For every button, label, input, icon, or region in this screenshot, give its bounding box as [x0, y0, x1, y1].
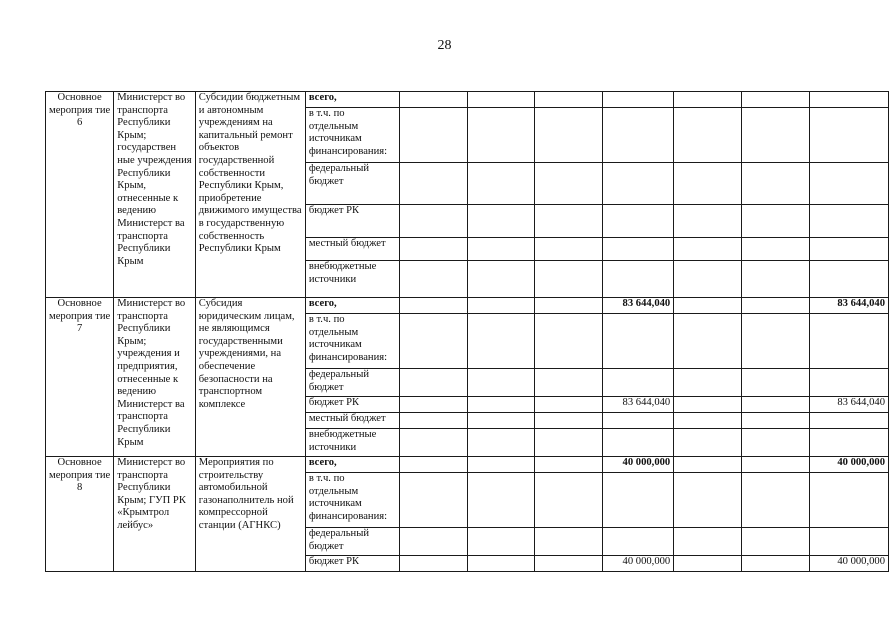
empty-cell	[535, 413, 603, 429]
empty-cell	[674, 238, 742, 261]
amount-cell	[603, 163, 674, 205]
executor-cell: Министерст во транспорта Республики Крым; учреждения и предприятия, отнесенные к ведению Министерст ва транспорта Республики Крым	[114, 298, 196, 457]
empty-cell	[742, 397, 810, 413]
empty-cell	[399, 429, 467, 457]
funding-source-cell: в т.ч. по отдельным источникам финансирования:	[305, 473, 399, 528]
funding-source-cell: федеральный бюджет	[305, 369, 399, 397]
funding-source-cell: федеральный бюджет	[305, 163, 399, 205]
empty-cell	[674, 205, 742, 238]
empty-cell	[399, 205, 467, 238]
empty-cell	[674, 261, 742, 298]
empty-cell	[467, 369, 535, 397]
amount-cell	[603, 473, 674, 528]
page-number: 28	[437, 38, 452, 53]
amount-cell	[603, 92, 674, 108]
measure-label: Основное мероприя тие 8	[46, 457, 114, 572]
empty-cell	[399, 238, 467, 261]
empty-cell	[399, 314, 467, 369]
empty-cell	[467, 413, 535, 429]
amount-cell	[603, 314, 674, 369]
empty-cell	[467, 397, 535, 413]
empty-cell	[467, 457, 535, 473]
amount-cell	[603, 261, 674, 298]
empty-cell	[399, 261, 467, 298]
empty-cell	[399, 369, 467, 397]
empty-cell	[467, 473, 535, 528]
empty-cell	[742, 528, 810, 556]
funding-source-cell: всего,	[305, 92, 399, 108]
amount-cell: 83 644,040	[603, 397, 674, 413]
funding-source-cell: внебюджетные источники	[305, 261, 399, 298]
amount-cell	[603, 429, 674, 457]
empty-cell	[742, 238, 810, 261]
empty-cell	[399, 473, 467, 528]
empty-cell	[467, 528, 535, 556]
total-amount-cell	[809, 108, 888, 163]
empty-cell	[674, 473, 742, 528]
amount-cell: 40 000,000	[603, 556, 674, 572]
description-cell: Субсидии бюджетным и автономным учреждениям на капитальный ремонт объектов государственной собственности Республики Крым, приобретение движимого имущества в государственную собственность Республики Крым	[195, 92, 305, 298]
empty-cell	[742, 261, 810, 298]
empty-cell	[535, 473, 603, 528]
empty-cell	[399, 92, 467, 108]
description-cell: Субсидия юридическим лицам, не являющимся государственными учреждениями, на обеспечение безопасности на транспортном комплексе	[195, 298, 305, 457]
total-amount-cell	[809, 238, 888, 261]
empty-cell	[674, 298, 742, 314]
empty-cell	[674, 108, 742, 163]
empty-cell	[674, 369, 742, 397]
financing-table	[45, 91, 889, 572]
total-amount-cell: 83 644,040	[809, 397, 888, 413]
table-row	[46, 298, 889, 314]
amount-cell: 83 644,040	[603, 298, 674, 314]
empty-cell	[467, 298, 535, 314]
total-amount-cell	[809, 473, 888, 528]
empty-cell	[674, 528, 742, 556]
empty-cell	[742, 413, 810, 429]
empty-cell	[399, 528, 467, 556]
empty-cell	[535, 163, 603, 205]
empty-cell	[399, 298, 467, 314]
empty-cell	[674, 457, 742, 473]
empty-cell	[742, 163, 810, 205]
funding-source-cell: в т.ч. по отдельным источникам финансирования:	[305, 108, 399, 163]
total-amount-cell	[809, 261, 888, 298]
measure-label: Основное мероприя тие 6	[46, 92, 114, 298]
empty-cell	[742, 92, 810, 108]
measure-label: Основное мероприя тие 7	[46, 298, 114, 457]
total-amount-cell	[809, 429, 888, 457]
empty-cell	[742, 457, 810, 473]
empty-cell	[674, 92, 742, 108]
total-amount-cell: 40 000,000	[809, 457, 888, 473]
empty-cell	[399, 457, 467, 473]
empty-cell	[467, 429, 535, 457]
empty-cell	[467, 556, 535, 572]
empty-cell	[674, 429, 742, 457]
empty-cell	[535, 108, 603, 163]
total-amount-cell	[809, 205, 888, 238]
empty-cell	[399, 413, 467, 429]
total-amount-cell: 40 000,000	[809, 556, 888, 572]
empty-cell	[742, 369, 810, 397]
empty-cell	[674, 163, 742, 205]
empty-cell	[467, 163, 535, 205]
funding-source-cell: в т.ч. по отдельным источникам финансирования:	[305, 314, 399, 369]
empty-cell	[535, 369, 603, 397]
amount-cell	[603, 238, 674, 261]
funding-source-cell: внебюджетные источники	[305, 429, 399, 457]
table-row	[46, 457, 889, 473]
empty-cell	[535, 397, 603, 413]
empty-cell	[467, 205, 535, 238]
empty-cell	[742, 298, 810, 314]
empty-cell	[674, 413, 742, 429]
amount-cell	[603, 369, 674, 397]
total-amount-cell	[809, 163, 888, 205]
empty-cell	[535, 238, 603, 261]
empty-cell	[742, 473, 810, 528]
empty-cell	[674, 556, 742, 572]
empty-cell	[535, 92, 603, 108]
empty-cell	[742, 556, 810, 572]
funding-source-cell: местный бюджет	[305, 413, 399, 429]
total-amount-cell: 83 644,040	[809, 298, 888, 314]
funding-source-cell: всего,	[305, 298, 399, 314]
amount-cell: 40 000,000	[603, 457, 674, 473]
empty-cell	[535, 556, 603, 572]
empty-cell	[467, 92, 535, 108]
empty-cell	[467, 314, 535, 369]
executor-cell: Министерст во транспорта Республики Крым; ГУП РК «Крымтрол лейбус»	[114, 457, 196, 572]
amount-cell	[603, 413, 674, 429]
funding-source-cell: местный бюджет	[305, 238, 399, 261]
description-cell: Мероприятия по строительству автомобильной газонаполнитель ной компрессорной станции (АГНКС)	[195, 457, 305, 572]
total-amount-cell	[809, 528, 888, 556]
total-amount-cell	[809, 92, 888, 108]
empty-cell	[742, 314, 810, 369]
empty-cell	[535, 528, 603, 556]
total-amount-cell	[809, 314, 888, 369]
funding-source-cell: федеральный бюджет	[305, 528, 399, 556]
empty-cell	[674, 314, 742, 369]
empty-cell	[399, 108, 467, 163]
amount-cell	[603, 528, 674, 556]
empty-cell	[535, 457, 603, 473]
empty-cell	[467, 108, 535, 163]
table-row	[46, 92, 889, 108]
amount-cell	[603, 205, 674, 238]
empty-cell	[399, 556, 467, 572]
empty-cell	[399, 163, 467, 205]
table-body	[46, 92, 889, 572]
total-amount-cell	[809, 369, 888, 397]
empty-cell	[535, 298, 603, 314]
executor-cell: Министерст во транспорта Республики Крым; государствен ные учреждения Республики Крым, отнесенные к ведению Министерст ва транспорта Республики Крым	[114, 92, 196, 298]
empty-cell	[674, 397, 742, 413]
empty-cell	[535, 261, 603, 298]
amount-cell	[603, 108, 674, 163]
empty-cell	[535, 429, 603, 457]
empty-cell	[467, 261, 535, 298]
empty-cell	[535, 205, 603, 238]
empty-cell	[467, 238, 535, 261]
empty-cell	[535, 314, 603, 369]
empty-cell	[742, 108, 810, 163]
funding-source-cell: бюджет РК	[305, 556, 399, 572]
funding-source-cell: бюджет РК	[305, 205, 399, 238]
empty-cell	[742, 429, 810, 457]
empty-cell	[742, 205, 810, 238]
funding-source-cell: всего,	[305, 457, 399, 473]
total-amount-cell	[809, 413, 888, 429]
funding-source-cell: бюджет РК	[305, 397, 399, 413]
empty-cell	[399, 397, 467, 413]
